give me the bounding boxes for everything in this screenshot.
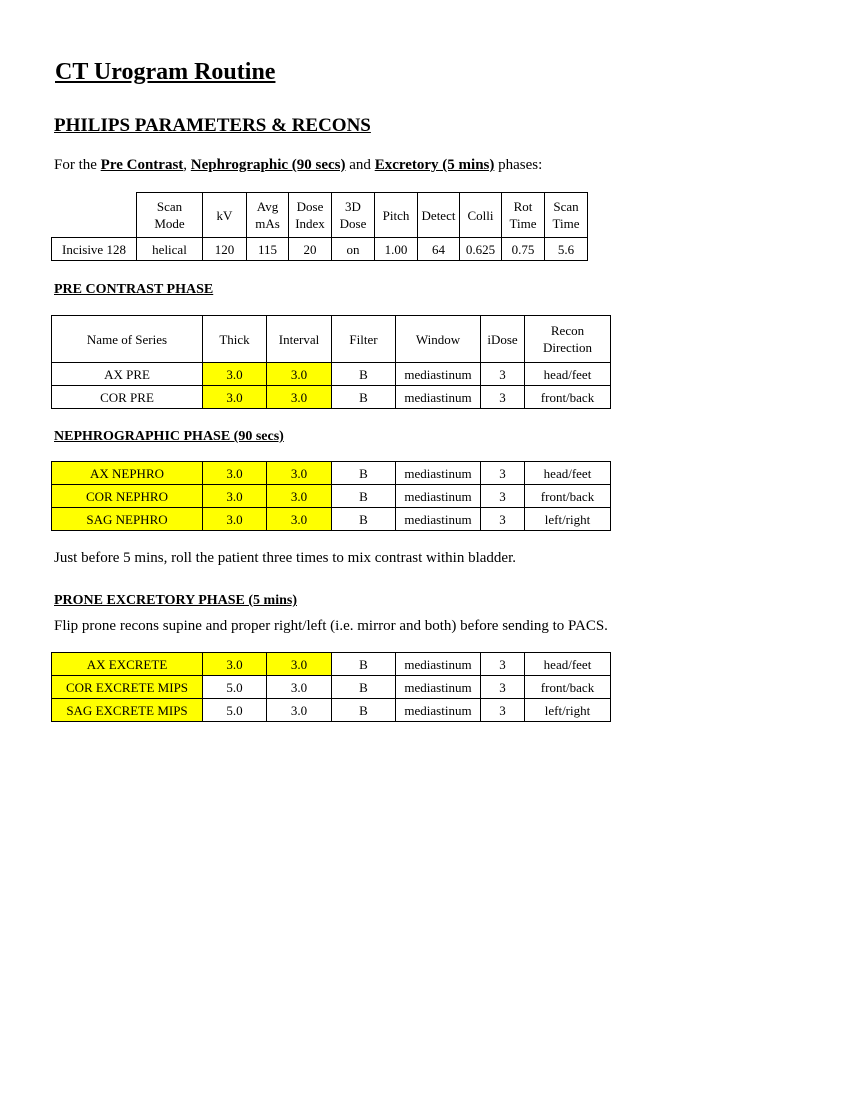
table-row: [52, 363, 611, 386]
thick-value: 3.0: [203, 653, 267, 676]
table-row: [52, 676, 611, 699]
header-pitch: Pitch: [375, 193, 418, 238]
idose-value: 3: [481, 508, 525, 531]
flip-recons-note: Flip prone recons supine and proper right/left (i.e. mirror and both) before sending to PACS.: [54, 618, 608, 634]
table-row: [52, 462, 611, 485]
idose-value: 3: [481, 363, 525, 386]
pre-contrast-heading: PRE CONTRAST PHASE: [54, 282, 214, 297]
pre-contrast-table: [51, 315, 611, 409]
interval-value: 3.0: [267, 676, 332, 699]
idose-value: 3: [481, 462, 525, 485]
thick-value: 3.0: [203, 508, 267, 531]
window-value: mediastinum: [396, 485, 481, 508]
intro-phase-nephro: Nephrographic (90 secs): [190, 157, 346, 173]
header-dose-index: Dose Index: [289, 193, 332, 238]
scan-time-value: 5.6: [545, 238, 588, 261]
3d-dose-value: on: [332, 238, 375, 261]
table-header-row: [52, 316, 611, 363]
thick-value: 3.0: [203, 363, 267, 386]
pitch-value: 1.00: [375, 238, 418, 261]
idose-value: 3: [481, 676, 525, 699]
window-value: mediastinum: [396, 462, 481, 485]
window-value: mediastinum: [396, 699, 481, 722]
intro-sep: and: [345, 157, 375, 173]
table-row: [52, 508, 611, 531]
colli-value: 0.625: [460, 238, 502, 261]
scan-mode-value: helical: [137, 238, 203, 261]
thick-value: 3.0: [203, 386, 267, 409]
direction-value: front/back: [525, 485, 611, 508]
header-window: Window: [396, 316, 481, 363]
rot-time-value: 0.75: [502, 238, 545, 261]
filter-value: B: [332, 699, 396, 722]
idose-value: 3: [481, 386, 525, 409]
direction-value: left/right: [525, 508, 611, 531]
intro-phase-pre: Pre Contrast: [100, 157, 184, 173]
prone-excretory-table: [51, 652, 611, 722]
window-value: mediastinum: [396, 653, 481, 676]
dose-index-value: 20: [289, 238, 332, 261]
scan-parameters-table: [51, 192, 588, 261]
filter-value: B: [332, 676, 396, 699]
interval-value: 3.0: [267, 363, 332, 386]
table-row: [52, 238, 588, 261]
series-name: COR EXCRETE MIPS: [52, 676, 203, 699]
direction-value: front/back: [525, 676, 611, 699]
avg-mas-value: 115: [247, 238, 289, 261]
nephrographic-heading: NEPHROGRAPHIC PHASE (90 secs): [54, 429, 284, 444]
idose-value: 3: [481, 485, 525, 508]
interval-value: 3.0: [267, 653, 332, 676]
header-3d-dose: 3D Dose: [332, 193, 375, 238]
window-value: mediastinum: [396, 386, 481, 409]
direction-value: head/feet: [525, 462, 611, 485]
idose-value: 3: [481, 699, 525, 722]
filter-value: B: [332, 485, 396, 508]
header-detect: Detect: [418, 193, 460, 238]
interval-value: 3.0: [267, 699, 332, 722]
table-row: [52, 386, 611, 409]
empty-header-cell: [52, 193, 137, 238]
intro-phase-excretory: Excretory (5 mins): [374, 157, 495, 173]
nephrographic-table: [51, 461, 611, 531]
intro-suffix: phases:: [494, 157, 543, 173]
table-row: [52, 699, 611, 722]
series-name: SAG EXCRETE MIPS: [52, 699, 203, 722]
interval-value: 3.0: [267, 508, 332, 531]
section-title: PHILIPS PARAMETERS & RECONS: [54, 115, 371, 136]
prone-excretory-heading: PRONE EXCRETORY PHASE (5 mins): [54, 593, 297, 608]
window-value: mediastinum: [396, 676, 481, 699]
header-scan-time: Scan Time: [545, 193, 588, 238]
series-name: AX EXCRETE: [52, 653, 203, 676]
intro-sep: ,: [183, 157, 191, 173]
series-name: SAG NEPHRO: [52, 508, 203, 531]
detect-value: 64: [418, 238, 460, 261]
header-scan-mode: Scan Mode: [137, 193, 203, 238]
series-name: COR NEPHRO: [52, 485, 203, 508]
window-value: mediastinum: [396, 508, 481, 531]
intro-text: [54, 157, 542, 174]
interval-value: 3.0: [267, 462, 332, 485]
table-header-row: [52, 193, 588, 238]
filter-value: B: [332, 462, 396, 485]
thick-value: 3.0: [203, 485, 267, 508]
header-recon-direction: Recon Direction: [525, 316, 611, 363]
table-row: [52, 653, 611, 676]
filter-value: B: [332, 363, 396, 386]
roll-patient-note: Just before 5 mins, roll the patient three times to mix contrast within bladder.: [54, 550, 516, 566]
filter-value: B: [332, 386, 396, 409]
window-value: mediastinum: [396, 363, 481, 386]
header-rot-time: Rot Time: [502, 193, 545, 238]
header-name-of-series: Name of Series: [52, 316, 203, 363]
direction-value: head/feet: [525, 653, 611, 676]
header-idose: iDose: [481, 316, 525, 363]
series-name: COR PRE: [52, 386, 203, 409]
thick-value: 5.0: [203, 676, 267, 699]
filter-value: B: [332, 653, 396, 676]
header-colli: Colli: [460, 193, 502, 238]
page-title: CT Urogram Routine: [55, 59, 276, 85]
header-interval: Interval: [267, 316, 332, 363]
idose-value: 3: [481, 653, 525, 676]
direction-value: left/right: [525, 699, 611, 722]
header-kv: kV: [203, 193, 247, 238]
thick-value: 3.0: [203, 462, 267, 485]
direction-value: head/feet: [525, 363, 611, 386]
table-row: [52, 485, 611, 508]
thick-value: 5.0: [203, 699, 267, 722]
scanner-name: Incisive 128: [52, 238, 137, 261]
kv-value: 120: [203, 238, 247, 261]
series-name: AX NEPHRO: [52, 462, 203, 485]
header-filter: Filter: [332, 316, 396, 363]
intro-prefix: For the: [54, 157, 101, 173]
header-thick: Thick: [203, 316, 267, 363]
interval-value: 3.0: [267, 386, 332, 409]
filter-value: B: [332, 508, 396, 531]
header-avg-mas: Avg mAs: [247, 193, 289, 238]
interval-value: 3.0: [267, 485, 332, 508]
direction-value: front/back: [525, 386, 611, 409]
series-name: AX PRE: [52, 363, 203, 386]
